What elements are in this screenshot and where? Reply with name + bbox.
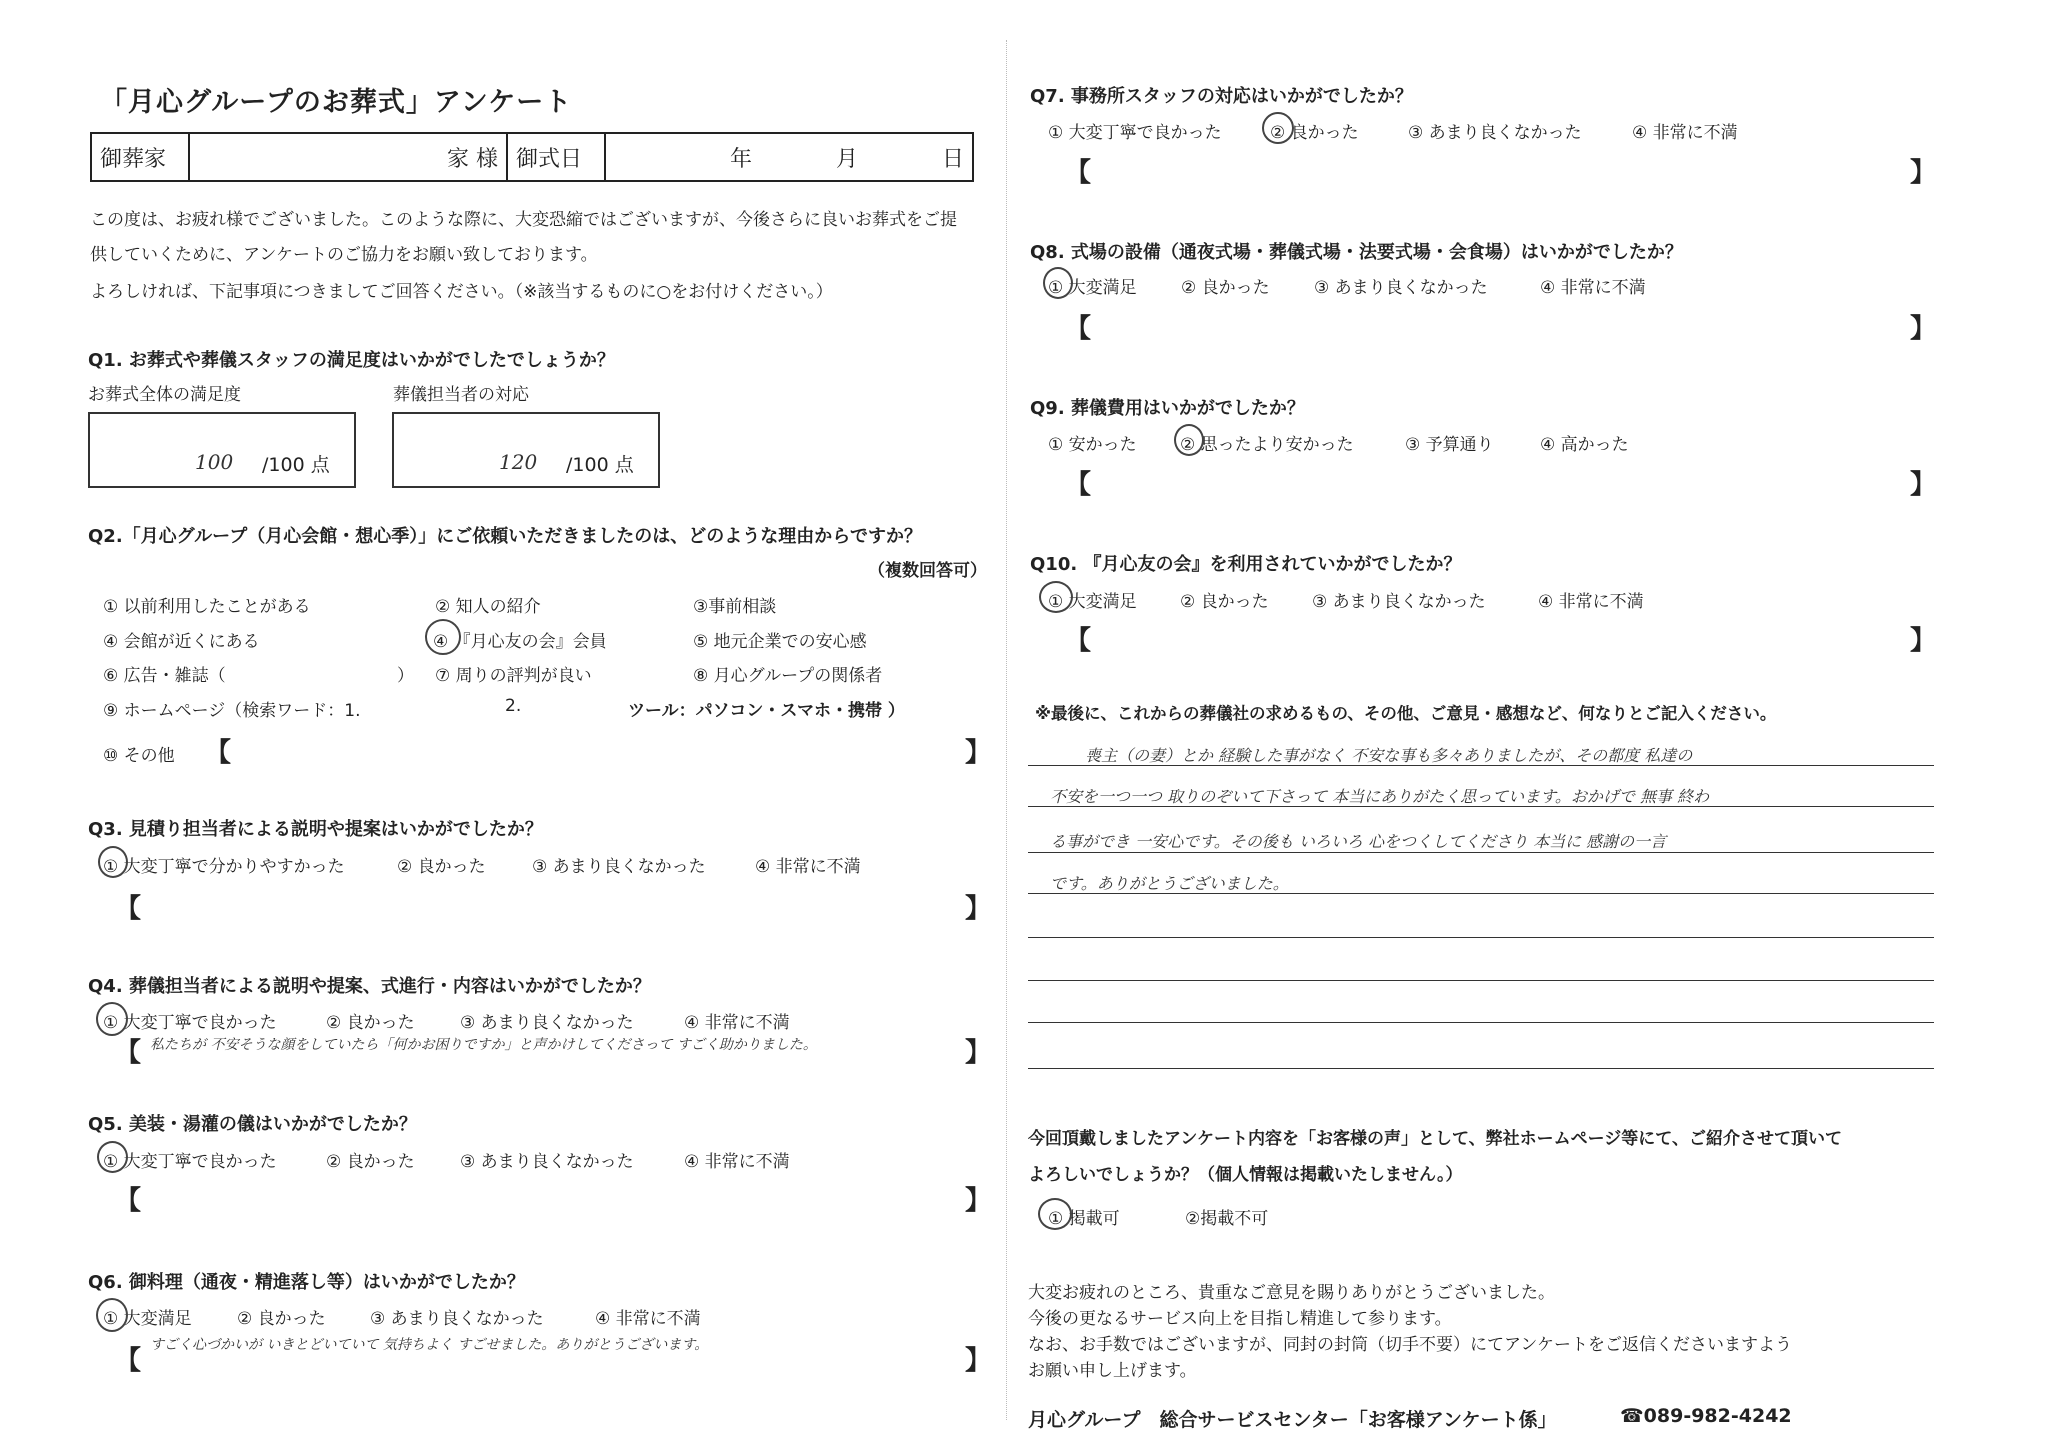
q2-option-5: ④ 『月心友の会』会員: [433, 632, 607, 652]
publish-text-2: よろしいでしょうか？（個人情報は掲載いたしません。）: [1028, 1165, 1463, 1185]
date-label: 御式日: [507, 133, 605, 181]
q5-option-4: ④ 非常に不満: [684, 1152, 790, 1172]
year-label: 年: [729, 146, 752, 172]
publish-option-1: ① 掲載可: [1048, 1209, 1120, 1229]
q3-bracket-close: 】: [965, 894, 992, 924]
q9-option-4: ④ 高かった: [1540, 435, 1629, 455]
q9-bracket-open: 【: [1065, 470, 1092, 500]
footer-org: 月心グループ 総合サービスセンター「お客様アンケート係」: [1028, 1409, 1557, 1431]
q4-bracket-open: 【: [115, 1038, 142, 1068]
intro-line-1: この度は、お疲れ様でございました。このような際に、大変恐縮ではございますが、今後さらに良いお葬式をご提: [90, 210, 957, 230]
q6-question: Q6. 御料理（通夜・精進落し等）はいかがでしたか？: [88, 1272, 525, 1293]
q9-question: Q9. 葬儀費用はいかがでしたか？: [1030, 398, 1305, 419]
q3-option-2: ② 良かった: [397, 857, 486, 877]
q2-option-2: ② 知人の紹介: [435, 597, 541, 617]
q2-option-6: ⑤ 地元企業での安心感: [693, 632, 867, 652]
q7-bracket-close: 】: [1910, 158, 1937, 188]
q6-bracket-close: 】: [965, 1346, 992, 1376]
center-divider: [1006, 40, 1007, 1420]
q1-staff-label: 葬儀担当者の対応: [393, 385, 529, 405]
q3-option-4: ④ 非常に不満: [755, 857, 861, 877]
q3-bracket-open: 【: [115, 894, 142, 924]
q6-option-1: ① 大変満足: [103, 1309, 192, 1329]
q10-option-3: ③ あまり良くなかった: [1312, 592, 1486, 612]
intro-line-3: よろしければ、下記事項につきましてご回答ください。（※該当するものに○をお付けください。）: [90, 282, 833, 302]
q2-option-4: ④ 会館が近くにある: [103, 632, 260, 652]
q6-comment: すごく心づかいが いきとどいていて 気持ちよく すごせました。ありがとうございます。: [150, 1337, 709, 1353]
q1-overall-value: 100: [195, 450, 234, 474]
q1-staff-value: 120: [499, 450, 538, 474]
q2-option-9: ⑧ 月心グループの関係者: [693, 666, 883, 686]
q8-bracket-close: 】: [1910, 314, 1937, 344]
free-comment-1: 喪主（の妻）とか 経験した事がなく 不安な事も多々ありましたが、その都度 私達の: [1085, 746, 1693, 765]
closing-line-1: 大変お疲れのところ、貴重なご意見を賜りありがとうございました。: [1028, 1283, 1555, 1303]
q10-option-4: ④ 非常に不満: [1538, 592, 1644, 612]
day-label: 日: [941, 146, 964, 172]
q4-selected-circle: [96, 1002, 128, 1036]
q6-bracket-open: 【: [115, 1346, 142, 1376]
free-prompt: ※最後に、これからの葬儀社の求めるもの、その他、ご意見・感想など、何なりとご記入ください。: [1035, 704, 1777, 723]
q2-option-10: ⑨ ホームページ（検索ワード：1.: [103, 701, 361, 721]
q4-option-4: ④ 非常に不満: [684, 1013, 790, 1033]
q1-overall-suffix: /100 点: [262, 454, 330, 476]
q4-question: Q4. 葬儀担当者による説明や提案、式進行・内容はいかがでしたか？: [88, 976, 651, 997]
q2-multi-note: （複数回答可）: [868, 561, 987, 581]
q10-selected-circle: [1039, 581, 1073, 613]
q1-overall-label: お葬式全体の満足度: [88, 385, 241, 405]
q4-comment: 私たちが 不安そうな顔をしていたら「何かお困りですか」と声かけしてくださって すごく助かりました。: [150, 1037, 817, 1053]
q2-option-10-word2: 2.: [505, 696, 522, 716]
footer-tel: ☎089-982-4242: [1620, 1405, 1792, 1427]
publish-selected-circle: [1038, 1198, 1072, 1230]
q2-option-10-tools: ツール：パソコン・スマホ・携帯 ）: [628, 701, 905, 721]
free-line-6: [1028, 980, 1934, 981]
q4-bracket-close: 】: [965, 1038, 992, 1068]
q5-bracket-close: 】: [965, 1186, 992, 1216]
header-table: [90, 132, 974, 182]
free-line-7: [1028, 1022, 1934, 1023]
q6-option-2: ② 良かった: [237, 1309, 326, 1329]
closing-line-3: なお、お手数ではございますが、同封の封筒（切手不要）にてアンケートをご返信くださいますよう: [1028, 1335, 1792, 1355]
intro-line-2: 供していくために、アンケートのご協力をお願い致しております。: [90, 245, 598, 265]
q5-option-3: ③ あまり良くなかった: [460, 1152, 634, 1172]
q8-question: Q8. 式場の設備（通夜式場・葬儀式場・法要式場・会食場）はいかがでしたか？: [1030, 242, 1683, 263]
free-line-5: [1028, 937, 1934, 938]
q1-staff-suffix: /100 点: [566, 454, 634, 476]
q9-option-1: ① 安かった: [1048, 435, 1137, 455]
q5-question: Q5. 美装・湯灌の儀はいかがでしたか？: [88, 1114, 417, 1135]
q3-option-1: ① 大変丁寧で分かりやすかった: [103, 857, 345, 877]
publish-text-1: 今回頂戴しましたアンケート内容を「お客様の声」として、弊社ホームページ等にて、ご紹介させて頂いて: [1028, 1129, 1842, 1149]
q1-overall-box: [88, 412, 356, 488]
q5-option-1: ① 大変丁寧で良かった: [103, 1152, 277, 1172]
q7-question: Q7. 事務所スタッフの対応はいかがでしたか？: [1030, 86, 1413, 107]
q10-question: Q10. 『月心友の会』を利用されていかがでしたか？: [1030, 554, 1462, 575]
q7-option-3: ③ あまり良くなかった: [1408, 123, 1582, 143]
q8-option-3: ③ あまり良くなかった: [1314, 278, 1488, 298]
q8-option-1: ① 大変満足: [1048, 278, 1137, 298]
q8-bracket-open: 【: [1065, 314, 1092, 344]
q2-selected-circle: [425, 619, 461, 655]
q2-other-bracket-open: 【: [205, 738, 232, 768]
q6-option-4: ④ 非常に不満: [595, 1309, 701, 1329]
family-label: 御葬家: [91, 133, 189, 181]
q6-selected-circle: [96, 1298, 128, 1332]
q7-selected-circle: [1262, 112, 1294, 144]
q10-bracket-close: 】: [1910, 626, 1937, 656]
q2-option-1: ① 以前利用したことがある: [103, 597, 311, 617]
free-comment-2: 不安を一つ一つ 取りのぞいて下さって 本当にありがたく思っています。おかげで 無事 終わ: [1050, 787, 1710, 806]
q7-option-1: ① 大変丁寧で良かった: [1048, 123, 1222, 143]
q3-question: Q3. 見積り担当者による説明や提案はいかがでしたか？: [88, 819, 543, 840]
publish-option-2: ②掲載不可: [1185, 1209, 1269, 1229]
q8-option-2: ② 良かった: [1181, 278, 1270, 298]
q10-bracket-open: 【: [1065, 626, 1092, 656]
q4-option-2: ② 良かった: [326, 1013, 415, 1033]
q7-option-4: ④ 非常に不満: [1632, 123, 1738, 143]
free-line-8: [1028, 1068, 1934, 1069]
free-line-3: [1028, 852, 1934, 853]
q9-bracket-close: 】: [1910, 470, 1937, 500]
free-comment-4: です。ありがとうございました。: [1050, 874, 1289, 893]
q1-staff-box: [392, 412, 660, 488]
q10-option-1: ① 大変満足: [1048, 592, 1137, 612]
q7-option-2: ② 良かった: [1270, 123, 1359, 143]
q2-option-7: ⑥ 広告・雑誌（: [103, 666, 226, 686]
date-field: [605, 133, 973, 181]
q9-selected-circle: [1174, 424, 1204, 456]
q10-option-2: ② 良かった: [1180, 592, 1269, 612]
q9-option-3: ③ 予算通り: [1405, 435, 1494, 455]
q5-selected-circle: [97, 1141, 128, 1173]
q3-option-3: ③ あまり良くなかった: [532, 857, 706, 877]
q3-selected-circle: [98, 846, 128, 878]
month-label: 月: [835, 146, 858, 172]
q5-option-2: ② 良かった: [326, 1152, 415, 1172]
free-comment-3: る事ができ 一安心です。その後も いろいろ 心をつくしてくださり 本当に 感謝の一言: [1050, 832, 1667, 851]
q5-bracket-open: 【: [115, 1186, 142, 1216]
q4-option-1: ① 大変丁寧で良かった: [103, 1013, 277, 1033]
q8-selected-circle: [1043, 267, 1073, 299]
q1-question: Q1. お葬式や葬儀スタッフの満足度はいかがでしたでしょうか？: [88, 350, 615, 371]
q7-bracket-open: 【: [1065, 158, 1092, 188]
q2-option-7-close: ）: [397, 666, 414, 686]
q2-question: Q2.「月心グループ（月心会館・想心季）」にご依頼いただきましたのは、どのような理由からですか？: [88, 526, 923, 547]
q4-option-3: ③ あまり良くなかった: [460, 1013, 634, 1033]
family-suffix: 家 様: [189, 133, 507, 181]
q2-option-11: ⑩ その他: [103, 746, 175, 766]
page-title: 「月心グループのお葬式」アンケート: [100, 87, 573, 118]
closing-line-4: お願い申し上げます。: [1028, 1361, 1197, 1381]
closing-line-2: 今後の更なるサービス向上を目指し精進して参ります。: [1028, 1309, 1452, 1329]
q2-option-8: ⑦ 周りの評判が良い: [435, 666, 592, 686]
q6-option-3: ③ あまり良くなかった: [370, 1309, 544, 1329]
q8-option-4: ④ 非常に不満: [1540, 278, 1646, 298]
q2-option-3: ③事前相談: [693, 597, 777, 617]
q2-other-bracket-close: 】: [965, 738, 992, 768]
q9-option-2: ② 思ったより安かった: [1180, 435, 1354, 455]
